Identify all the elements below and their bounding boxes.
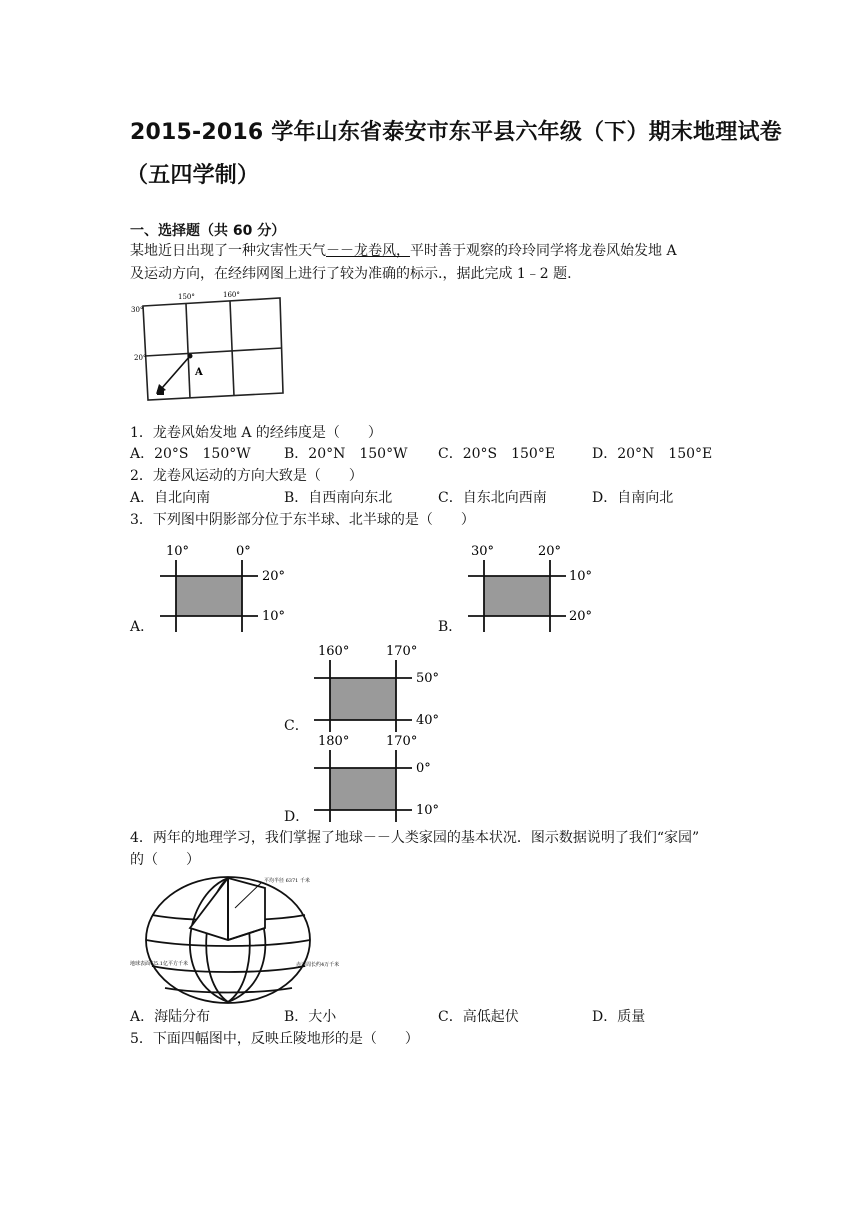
fig-label: 0° [416,761,431,776]
label-radius: 平均半径 6371 千米 [264,878,310,884]
shaded-area [330,678,396,720]
q3-stem: 3．下列图中阴影部分位于东半球、北半球的是（ ） [130,512,475,528]
lat-label-30: 30° [131,306,144,314]
intro-text-b: 平时善于观察的玲玲同学将龙卷风始发地 A [410,243,677,259]
q2-option-c: C．自东北向西南 [438,490,547,506]
intro-line-1 [130,241,677,261]
fig-label: 10° [416,803,440,818]
q3-option-a-letter: A． [130,619,155,635]
label-circumference: 赤道周长约4万千米 [296,962,340,968]
fig-label: 10° [262,609,286,624]
fig-label: 10° [569,569,593,584]
fig-label: 170° [386,644,418,659]
q2-option-a: A．自北向南 [130,490,211,506]
shaded-area [176,576,242,616]
fig-label: 50° [416,671,440,686]
q2-option-d: D．自南向北 [592,490,674,506]
q3-option-d-figure [306,730,446,822]
fig-label: 180° [318,734,350,749]
fig-label: 0° [236,544,251,559]
q4-stem-line-1: 4．两年的地理学习，我们掌握了地球－－人类家园的基本状况．图示数据说明了我们“家园” [130,830,700,846]
fig-label: 20° [262,569,286,584]
lon-label-150: 150° [178,293,195,301]
fig-label: 20° [538,544,562,559]
shaded-area [330,768,396,810]
q4-option-d: D．质量 [592,1009,646,1025]
q2-option-b: B．自西南向东北 [284,490,393,506]
lat-label-20: 20° [134,354,147,362]
q1-option-b: B．20°N 150°W [284,446,408,462]
q4-stem-line-2: 的（ ） [130,852,200,868]
q1-option-d: D．20°N 150°E [592,446,713,462]
grid-line [145,348,282,356]
q3-option-c-letter: C． [284,718,309,734]
page-title: 2015-2016 学年山东省泰安市东平县六年级（下）期末地理试卷 [130,120,782,145]
intro-line-2: 及运动方向，在经纬网图上进行了较为准确的标示.，据此完成 1﹣2 题. [130,266,572,282]
q3-option-b-letter: B． [438,619,463,635]
fig-label: 40° [416,713,440,728]
shaded-area [484,576,550,616]
grid-line [230,301,234,396]
label-area: 地球表面积5.1亿平方千米 [130,961,188,967]
point-a-label: A [195,367,203,378]
q2-stem: 2．龙卷风运动的方向大致是（ ） [130,468,363,484]
q3-option-c-figure [306,640,446,732]
q3-option-d-letter: D． [284,809,310,825]
fig-label: 30° [471,544,495,559]
tornado-symbol [157,390,164,395]
fig-label: 160° [318,644,350,659]
intro-underlined: －－龙卷风， [326,243,410,259]
fig-label: 10° [166,544,190,559]
q4-option-a: A．海陆分布 [130,1009,211,1025]
q3-option-a-figure [158,540,293,632]
intro-text-a: 某地近日出现了一种灾害性天气 [130,243,326,259]
section-heading: 一、选择题（共 60 分） [130,223,286,239]
q4-option-c: C．高低起伏 [438,1009,519,1025]
direction-arrow [162,356,190,388]
q4-option-b: B．大小 [284,1009,337,1025]
fig-label: 170° [386,734,418,749]
q1-option-a: A．20°S 150°W [130,446,251,462]
page-subtitle: （五四学制） [126,163,260,188]
q5-stem: 5．下面四幅图中，反映丘陵地形的是（ ） [130,1031,419,1047]
grid-line [186,304,190,398]
earth-globe-figure [130,870,340,1005]
q3-option-b-figure [462,540,597,632]
fig-label: 20° [569,609,593,624]
tornado-grid-figure [130,288,290,413]
q1-option-c: C．20°S 150°E [438,446,556,462]
lon-label-160: 160° [223,291,240,299]
q1-stem: 1．龙卷风始发地 A 的经纬度是（ ） [130,425,382,441]
